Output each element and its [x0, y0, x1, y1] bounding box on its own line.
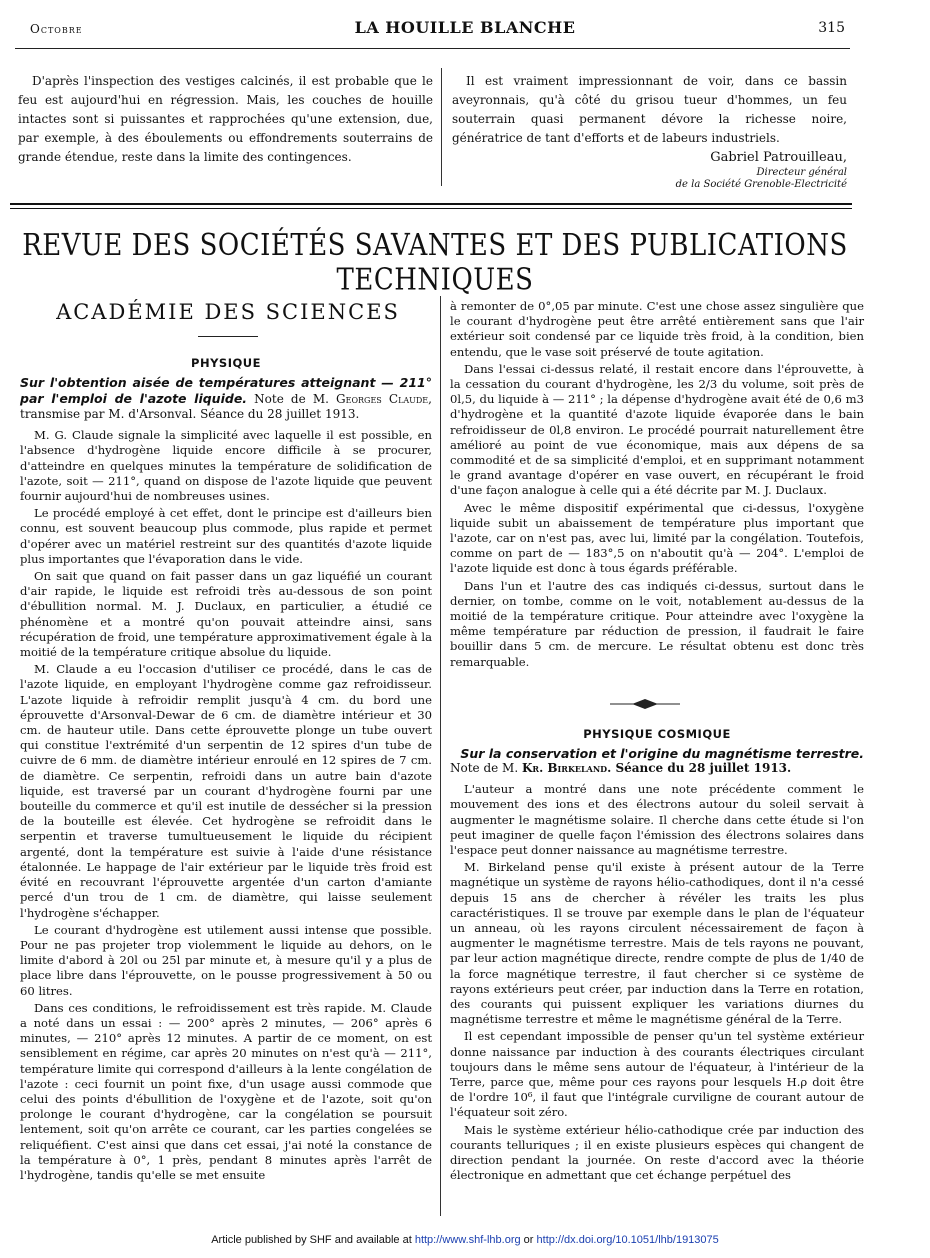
top-left-paragraph: D'après l'inspection des vestiges calcinés, il est probable que le feu est aujourd'hui en régression. Mais, les couches de houille intactes sont si puissantes et rapprochées qu'une extension, due, par exemple, à des éboulements ou effondrements souterrains de grande étendue, reste dans la limite des contingences.	[18, 74, 433, 164]
right-paragraph: Avec le même dispositif expérimental que ci-dessus, l'oxygène liquide subit un abaissement de température plus important que l'azote, car on n'est pas, avec lui, limité par la congélation. Toutefois, comme on part de — 183°,5 on n'aboutit qu'à — 204°. L'emploi de l'azote liquide est donc à tous égards préférable.	[450, 500, 864, 576]
top-left-column	[18, 72, 433, 167]
header-rule	[15, 48, 850, 49]
right-column-bottom	[450, 727, 864, 1185]
top-right-paragraph: Il est vraiment impressionnant de voir, dans ce bassin aveyronnais, qu'à côté du grisou tueur d'hommes, un feu souterrain quasi permanent dévore la richesse noire, génératrice de tant d'efforts et de labeurs industriels.	[452, 74, 847, 145]
ornament-divider	[610, 698, 680, 710]
header-month: Octobre	[30, 22, 83, 36]
left-paragraph: Le procédé employé à cet effet, dont le principe est d'ailleurs bien connu, est souvent beaucoup plus commode, plus rapide et permet d'opérer avec un matériel restreint sur des quantités d'azote liquide plus importantes que l'évaporation dans le vide.	[20, 506, 432, 566]
right-paragraph: à remonter de 0°,05 par minute. C'est une chose assez singulière que le courant d'hydrogène peut être arrêté entièrement sans que l'air extérieur soit condensé par ce liquide très froid, à la condition, bien entendu, que le vase soit préservé de toute agitation.	[450, 299, 864, 359]
article2-author: Kr. Birkeland	[521, 761, 608, 776]
article1-note-b: , transmise par M. d'Arsonval. Séance du 28 juillet 1913.	[20, 392, 432, 422]
right-paragraph: M. Birkeland pense qu'il existe à présent autour de la Terre magnétique un système de rayons hélio-cathodiques, dont il n'a cessé depuis 15 ans de chercher à révéler les traits les plus caractéristiques. Il se trouve par exemple dans le plan de l'équateur un anneau, où les rayons circulent nécessairement de façon à augmenter le magnétisme terrestre. Mais de tels rayons ne pouvant, par leur action magnétique directe, rendre compte de plus de 1/40 de la force magnétique terrestre, il faut chercher si ce système de rayons extérieurs peut créer, par induction dans la Terre en rotation, des courants qui puissent expliquer les variations diurnes du magnétisme terrestre et même le magnétisme général de la Terre.	[450, 860, 864, 1027]
footer-text-a: Article published by SHF and available at	[211, 1234, 415, 1246]
signature-org: de la Société Grenoble-Electricité	[675, 179, 847, 190]
right-paragraph: L'auteur a montré dans une note précédente comment le mouvement des ions et des électrons autour du soleil servait à augmenter le magnétisme solaire. Il cherche dans cette étude si l'on peut imaginer de quelle façon l'émission des électrons solaires dans l'espace peut donner naissance au magnétisme terrestre.	[450, 782, 864, 858]
footer-link-doi[interactable]: http://dx.doi.org/10.1051/lhb/1913075	[536, 1234, 719, 1246]
top-column-divider	[441, 68, 442, 186]
left-paragraph: On sait que quand on fait passer dans un gaz liquéfié un courant d'air rapide, le liquide est refroidi très au-dessous de son point d'ébullition normal. M. J. Duclaux, en particulier, a étudié ce phénomène et a montré qu'on pouvait atteindre ainsi, sans récupération de froid, une température approximativement égale à la moitié de la température critique absolue du liquide.	[20, 569, 432, 660]
right-paragraph: Il est cependant impossible de penser qu'un tel système extérieur donne naissance par induction à des courants électriques circulant toujours dans le même sens autour de l'équateur, à l'intérieur de la Terre, parce que, même pour ces rayons pour lesquels H.ρ doit être de l'ordre 10⁶, il faut que l'intégrale curviligne de courant autour de l'équateur soit zéro.	[450, 1029, 864, 1120]
footer	[0, 1234, 930, 1246]
main-title: REVUE DES SOCIÉTÉS SAVANTES ET DES PUBLICATIONS TECHNIQUES	[22, 228, 848, 298]
section-rule-thick	[10, 203, 852, 205]
page-number: 315	[818, 20, 845, 36]
left-paragraph: M. G. Claude signale la simplicité avec laquelle il est possible, en l'absence d'hydrogène liquide encore difficile à se procurer, d'atteindre en quelques minutes la température de solidification de l'azote, soit — 211°, quand on dispose de l'azote liquide que peuvent fournir aujourd'hui de nombreuses usines.	[20, 428, 432, 504]
footer-text-b: or	[520, 1234, 537, 1246]
section-heading-physique-cosmique: PHYSIQUE COSMIQUE	[583, 727, 731, 741]
right-column-top	[450, 299, 864, 672]
article2-note-a: Note de M.	[450, 761, 522, 776]
article1-note-a: Note de M.	[247, 392, 337, 407]
right-paragraph: Mais le système extérieur hélio-cathodique crée par induction des courants telluriques ; il en existe plusieurs espèces qui changent de direction pendant la journée. On reste d'accord avec la théorie électronique en admettant que cet échange perpétuel des	[450, 1122, 864, 1183]
article2-title: Sur la conservation et l'origine du magnétisme terrestre.	[460, 746, 864, 762]
left-paragraph: Dans ces conditions, le refroidissement est très rapide. M. Claude a noté dans un essai : — 200° après 2 minutes, — 206° après 6 minutes, — 210° après 12 minutes. A partir de ce moment, on est sensiblement en régime, car après 20 minutes on n'est qu'à — 211°, température limite qui correspond d'ailleurs à la lente congélation de l'azote : ceci fournit un point fixe, d'un usage aussi commode que celui des points d'ébullition de l'oxygène et de l'azote, soit qu'on prolonge le courant d'hydrogène, car la congélation se poursuit lentement, soit qu'on arrête ce courant, car les parties congelées se reliquéfient. C'est ainsi que dans cet essai, j'ai noté la constance de la température à 0°, 1 près, pendant 8 minutes après l'arrêt de l'hydrogène, tandis qu'elle se met ensuite	[20, 1000, 432, 1182]
academie-title-rule	[198, 336, 258, 337]
article2-header	[450, 746, 864, 776]
left-column	[20, 356, 432, 1185]
footer-link-shf[interactable]: http://www.shf-lhb.org	[414, 1234, 521, 1246]
top-right-column	[452, 72, 847, 191]
left-paragraph: M. Claude a eu l'occasion d'utiliser ce procédé, dans le cas de l'azote liquide, en employant l'hydrogène comme gaz refroidisseur. L'azote liquide à refroidir remplit jusqu'à 4 cm. du bord une éprouvette d'Arsonval-Dewar de 6 cm. de diamètre intérieur et 30 cm. de hauteur utile. Dans cette éprouvette plonge un tube ouvert qui constitue l'extrémité d'un serpentin de 12 spires d'un tube de cuivre de 6 mm. de diamètre intérieur enroulé en 12 spires de 7 cm. de diamètre. Ce serpentin, refroidi dans un autre bain d'azote liquide, est traversé par un courant d'hydrogène fourni par une bouteille du commerce et qu'il est inutile de dessécher si la pression de la bouteille est élevée. Cet hydrogène se refroidit dans le serpentin et traverse tumultueusement le liquide du récipient argenté, dont la température est suivie à l'aide d'une résistance étalonnée. Le happage de l'air extérieur par le liquide très froid est évité en recouvrant l'éprouvette argentée d'un carton d'amiante percé d'un trou de 1 cm. de diamètre, qui laisse seulement l'hydrogène s'échapper.	[20, 662, 432, 920]
signature-role: Directeur général	[756, 167, 847, 178]
section-rule-thin	[10, 208, 852, 209]
article2-note-b: . Séance du 28 juillet 1913.	[607, 761, 792, 776]
right-paragraph: Dans l'un et l'autre des cas indiqués ci-dessus, surtout dans le dernier, on tombe, comme on le voit, notablement au-dessus de la moitié de la température critique. Pour atteindre avec l'oxygène la même température par réduction de pression, il faudrait le faire bouillir dans 5 cm. de mercure. Le résultat obtenu est donc très remarquable.	[450, 578, 864, 669]
right-paragraph: Dans l'essai ci-dessus relaté, il restait encore dans l'éprouvette, à la cessation du courant d'hydrogène, les 2/3 du volume, soit près de 0l,5, du liquide à — 211° ; la dépense d'hydrogène avait été de 0,6 m3 d'hydrogène et la quantité d'azote liquide évaporée dans le bain refroidisseur de 0l,8 environ. Le procédé pourrait naturellement être amélioré au point de vue économique, mais aux dépens de sa commodité et de sa simplicité d'emploi, et en supprimant notamment le grand avantage d'opérer en vase ouvert, en récupérant le froid d'une façon analogue à celle qui a été décrite par M. J. Duclaux.	[450, 361, 864, 498]
left-paragraph: Le courant d'hydrogène est utilement aussi intense que possible. Pour ne pas projeter trop violemment le liquide au dehors, on le limite d'abord à 20l ou 25l par minute et, à mesure qu'il y a plus de place libre dans l'éprouvette, on le pousse progressivement à 50 ou 60 litres.	[20, 922, 432, 998]
article1-header	[20, 375, 432, 422]
article1-title: Sur l'obtention aisée de températures atteignant — 211° par l'emploi de l'azote liquide.	[20, 375, 432, 407]
signature-name: Gabriel Patrouilleau,	[710, 150, 847, 165]
article1-author: Georges Claude	[336, 392, 429, 407]
column-divider	[440, 296, 441, 1216]
section-heading-physique: PHYSIQUE	[191, 356, 261, 370]
journal-title: LA HOUILLE BLANCHE	[354, 18, 576, 37]
academie-title: ACADÉMIE DES SCIENCES	[56, 300, 400, 324]
signature	[452, 148, 847, 191]
